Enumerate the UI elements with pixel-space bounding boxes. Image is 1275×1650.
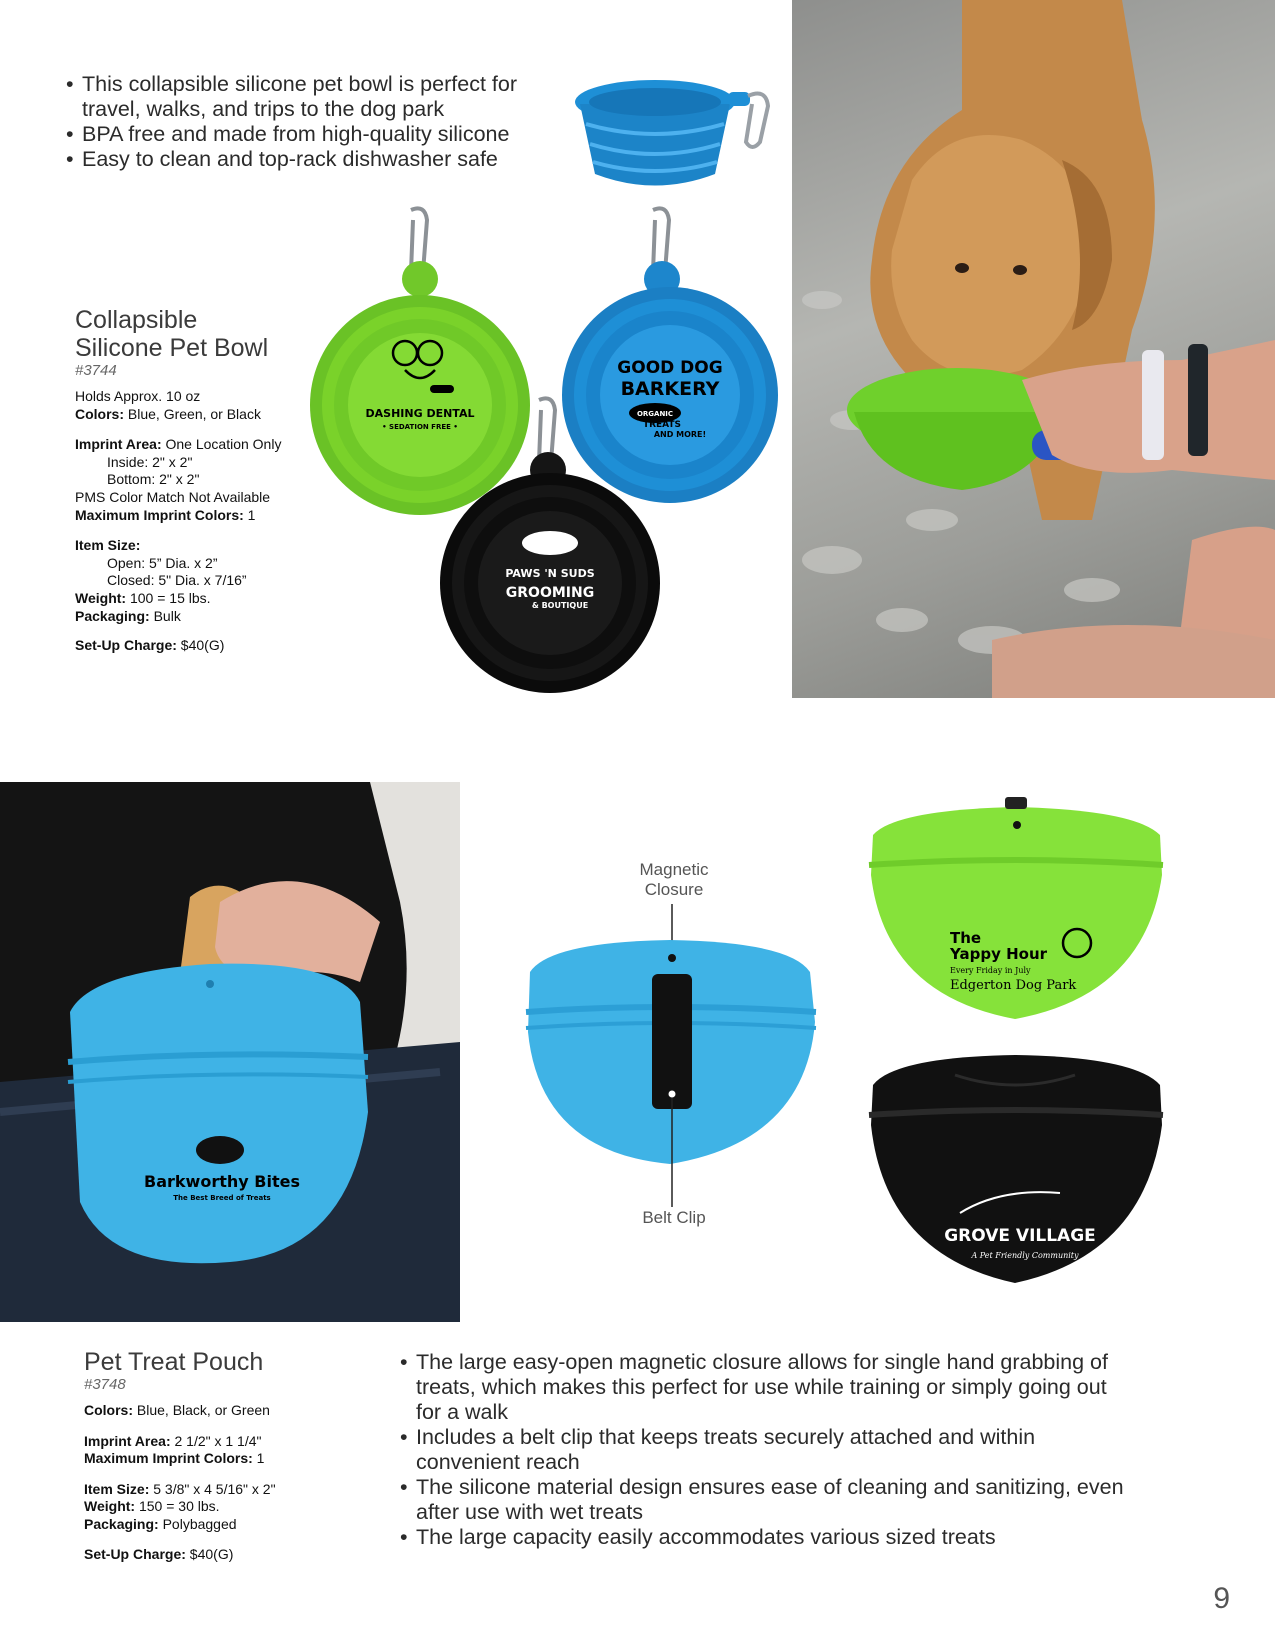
green-pouch-logo-line1: The: [950, 929, 982, 947]
pouch-feature-list: [400, 1350, 1130, 1550]
bowl-max-colors: Maximum Imprint Colors: 1: [75, 506, 256, 523]
black-pouch-logo-line1: GROVE VILLAGE: [944, 1226, 1096, 1246]
belt-clip: [652, 974, 692, 1109]
bowl-spec-block: [75, 306, 325, 655]
bowl-imprint-area: Imprint Area: One Location Only: [75, 436, 282, 453]
blue-bowl-logo-line3: ORGANIC: [636, 410, 674, 418]
bowl-setup-charge: Set-Up Charge: $40(G): [75, 637, 225, 654]
blue-bowl-logo-line2: BARKERY: [620, 378, 720, 400]
pouch-colors: Colors: Blue, Black, or Green: [84, 1402, 270, 1418]
bowl-feature-2: • BPA free and made from high-quality silicone: [66, 122, 566, 147]
bowl-size-closed: Closed: 5" Dia. x 7/16”: [107, 572, 247, 589]
pouch-item-size: Item Size: 5 3/8" x 4 5/16" x 2": [84, 1480, 276, 1497]
black-bowl-logo-line2: GROOMING: [505, 585, 595, 601]
black-bowl-logo-line3: & BOUTIQUE: [531, 601, 589, 610]
green-pouch-logo-line4: Edgerton Dog Park: [950, 978, 1077, 993]
pouch-max-colors: Maximum Imprint Colors: 1: [84, 1450, 265, 1467]
pouch-spec-block: [84, 1348, 374, 1563]
bowl-color-options-image: [310, 205, 790, 695]
blue-pouch-image: [520, 902, 820, 1212]
blue-bowl-logo-line5: AND MORE!: [653, 430, 707, 439]
bowl-size-open: Open: 5” Dia. x 2”: [107, 554, 218, 571]
pouch-on-waist-photo: [0, 782, 460, 1322]
green-bowl-logo-line2: • SEDATION FREE •: [382, 423, 458, 431]
pouch-color-options-image: [865, 795, 1170, 1295]
bowl-pms-note: PMS Color Match Not Available: [75, 488, 271, 505]
black-pouch-logo-line2: A Pet Friendly Community: [971, 1251, 1079, 1260]
bowl-weight: Weight: 100 = 15 lbs.: [75, 589, 211, 606]
blue-bowl-side-image: [560, 62, 780, 202]
bowl-title-line1: Collapsible: [75, 306, 198, 334]
black-bowl-logo-line1: PAWS 'N SUDS: [505, 567, 595, 580]
callout-magnetic-line2: Closure: [644, 880, 704, 899]
green-pouch-logo-line3: Every Friday in July: [950, 966, 1031, 975]
green-bowl: [310, 208, 530, 515]
bowl-item-number: #3744: [75, 362, 117, 379]
pouch-on-waist-illustration: [0, 782, 460, 1322]
blue-bowl-logo-line1: GOOD DOG: [617, 358, 723, 378]
blue-bowl: [562, 208, 778, 503]
pouch-feature-4: • The large capacity easily accommodates various sized treats: [400, 1525, 1130, 1550]
bowl-colors: Colors: Blue, Green, or Black: [75, 405, 261, 422]
pouch-feature-2: • Includes a belt clip that keeps treats securely attached and within convenient reach: [400, 1425, 1130, 1475]
callout-magnetic-line1: Magnetic: [639, 860, 709, 879]
page-number: 9: [1213, 1582, 1230, 1615]
bowl-imprint-inside: Inside: 2" x 2": [107, 453, 193, 470]
bowl-packaging: Packaging: Bulk: [75, 607, 181, 624]
pouch-imprint-area: Imprint Area: 2 1/2" x 1 1/4": [84, 1432, 262, 1449]
pouch-setup-charge: Set-Up Charge: $40(G): [84, 1545, 234, 1562]
magnetic-closure-callout: [594, 860, 754, 900]
bowl-imprint-bottom: Bottom: 2" x 2": [107, 471, 200, 488]
dog-drinking-photo: [792, 0, 1275, 698]
bowl-title-line2: Silicone Pet Bowl: [75, 334, 269, 362]
dog-drinking-illustration: [792, 0, 1275, 698]
pouch-packaging: Packaging: Polybagged: [84, 1515, 237, 1532]
belt-clip-callout: Belt Clip: [642, 1208, 706, 1227]
pouch-feature-1: • The large easy-open magnetic closure allows for single hand grabbing of treats, which makes this perfect for use while training or simply going out for a walk: [400, 1350, 1130, 1425]
green-pouch: [869, 797, 1163, 1019]
pouch-photo-logo-line2: The Best Breed of Treats: [173, 1194, 271, 1202]
bowl-item-size-label: Item Size:: [75, 537, 141, 554]
green-bowl-logo-line1: DASHING DENTAL: [365, 407, 475, 420]
bowl-feature-list: [66, 72, 566, 172]
green-pouch-logo-line2: Yappy Hour: [950, 945, 1048, 963]
pouch-weight: Weight: 150 = 30 lbs.: [84, 1498, 220, 1515]
bowl-feature-1: • This collapsible silicone pet bowl is perfect for travel, walks, and trips to the dog park: [66, 72, 566, 122]
pouch-title: Pet Treat Pouch: [84, 1348, 264, 1376]
pouch-photo-logo-line1: Barkworthy Bites: [144, 1172, 300, 1191]
pouch-feature-3: • The silicone material design ensures ease of cleaning and sanitizing, even after use with wet treats: [400, 1475, 1130, 1525]
pouch-item-number: #3748: [84, 1376, 126, 1393]
bowl-feature-3: • Easy to clean and top-rack dishwasher safe: [66, 147, 566, 172]
bowl-holds: Holds Approx. 10 oz: [75, 388, 201, 404]
black-pouch: [869, 1055, 1163, 1283]
blue-bowl-logo-line4: TREATS: [642, 420, 682, 430]
